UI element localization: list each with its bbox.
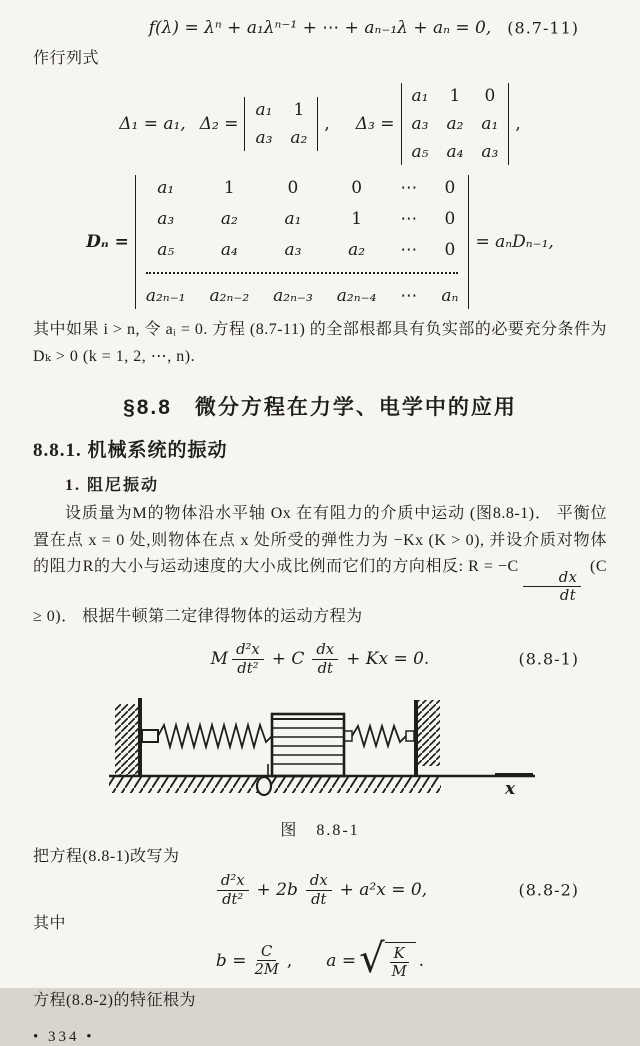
left-wall <box>115 698 158 776</box>
matrix-cell: 1 <box>449 85 461 106</box>
delta3-determinant <box>401 83 510 165</box>
mass-block <box>272 714 344 776</box>
origin-label-circle <box>257 777 271 795</box>
delta2-separator: , <box>324 113 330 134</box>
fraction-d2x-dt2 <box>232 642 264 676</box>
inline-fraction-dx-dt <box>523 570 582 604</box>
fraction-numerator: d²x <box>232 642 264 659</box>
hurwitz-condition-paragraph: 其中如果 i > n, 令 aᵢ = 0. 方程 (8.7-11) 的全部根都具有负实部的必要充分条件为 Dₖ > 0 (k = 1, 2, ⋯, n). <box>33 320 607 365</box>
matrix-cell: 0 <box>444 239 456 260</box>
matrix-cell: ⋯ <box>400 208 418 229</box>
origin-marker <box>257 764 271 795</box>
matrix-cell: a₂ <box>348 239 366 260</box>
matrix-cell: a₂ₙ₋₄ <box>336 285 377 306</box>
fraction-dx-dt <box>306 873 332 907</box>
equation-8-8-1-number: (8.8-1) <box>518 649 579 669</box>
delta1-expression: Δ₁ = a₁, <box>119 113 186 134</box>
matrix-cell: 1 <box>351 208 363 229</box>
x-axis-label: x <box>505 779 516 800</box>
matrix-cell: a₃ <box>157 208 175 229</box>
paragraph-text: 设质量为M的物体沿水平轴 Ox 在有阻力的介质中运动 (图8.8-1)． 平衡位置在点 x = 0 处,则物体在点 x 处所受的弹性力为 −Kx (K > 0), 并设介质对物体的阻力R的大小与运动速度的大小成比例而它们的方向相反: R = −C <box>33 504 607 576</box>
fraction-denominator: 2M <box>254 961 279 979</box>
determinant-intro-text: 作行列式 <box>33 50 100 67</box>
coefficient-definitions <box>33 936 607 983</box>
fraction-dx-dt <box>312 642 338 676</box>
fraction-denominator: dt² <box>222 890 244 908</box>
fraction-k-m <box>388 946 411 980</box>
radical-sign: √ <box>359 936 385 983</box>
left-spring <box>158 725 272 747</box>
ground <box>109 775 535 793</box>
eq-term: + C <box>271 649 305 670</box>
fraction-denominator: dt <box>559 587 577 605</box>
matrix-cell: a₅ <box>157 239 175 260</box>
matrix-cell: 1 <box>223 177 235 198</box>
delta3-separator: , <box>515 113 521 134</box>
fraction-d2x-dt2 <box>217 873 249 907</box>
dn-determinant <box>135 175 470 309</box>
matrix-cell: 0 <box>287 177 299 198</box>
matrix-cell: 0 <box>444 208 456 229</box>
matrix-cell: a₂ <box>220 208 238 229</box>
dn-determinant-line <box>33 175 607 309</box>
figure-8-8-1 <box>33 690 607 840</box>
delta3-lhs: Δ₃ = <box>355 113 395 134</box>
where-label: 其中 <box>33 915 67 933</box>
paragraph-text: (C ≥ 0)． 根据牛顿第二定律得物体的运动方程为 <box>33 558 607 625</box>
eq-term: + 2b <box>256 880 298 901</box>
equation-8-8-2-number: (8.8-2) <box>518 880 579 900</box>
equation-8-7-11 <box>33 18 607 38</box>
dn-lhs: Dₙ = <box>86 231 129 252</box>
matrix-cell: a₃ <box>284 239 302 260</box>
b-lhs: b = <box>215 950 247 971</box>
matrix-cell: a₂ₙ₋₂ <box>209 285 250 306</box>
matrix-cell: 0 <box>444 177 456 198</box>
delta2-lhs: Δ₂ = <box>199 113 239 134</box>
figure-caption: 图 8.8-1 <box>280 822 360 840</box>
fraction-numerator: d²x <box>217 873 249 890</box>
matrix-cell: a₃ <box>411 113 429 134</box>
fraction-denominator: M <box>391 963 407 981</box>
matrix-cell: a₅ <box>411 141 429 162</box>
matrix-cell: a₃ <box>255 127 273 148</box>
equation-8-8-2 <box>33 873 607 907</box>
matrix-cell: ⋯ <box>400 239 418 260</box>
a-lhs: a = <box>326 950 357 971</box>
matrix-cell: 1 <box>293 99 305 120</box>
matrix-cell: 0 <box>351 177 363 198</box>
page-number: • 334 • <box>33 1028 95 1045</box>
matrix-cell: ⋯ <box>400 177 418 198</box>
matrix-cell: ⋯ <box>400 285 418 306</box>
fraction-denominator: dt <box>317 659 333 677</box>
delta-determinants-line <box>33 83 607 165</box>
radicand <box>385 942 416 980</box>
fraction-denominator: dt <box>311 890 327 908</box>
right-wall <box>416 700 440 776</box>
matrix-cell: a₃ <box>481 141 499 162</box>
delta2-determinant <box>244 97 318 151</box>
fraction-numerator: dx <box>523 570 582 587</box>
right-spring <box>344 726 414 746</box>
characteristic-roots-paragraph: 方程(8.8-2)的特征根为 <box>33 991 196 1009</box>
subsection-heading: 8.8.1. 机械系统的振动 <box>33 439 228 461</box>
equation-8-7-11-body: f(λ) = λⁿ + a₁λⁿ⁻¹ + ⋯ + aₙ₋₁λ + aₙ = 0, <box>148 18 492 38</box>
section-heading: §8.8 微分方程在力学、电学中的应用 <box>123 395 517 419</box>
equation-8-8-1 <box>33 642 607 676</box>
eq-term: + a²x = 0, <box>339 880 428 901</box>
matrix-ellipsis-row <box>146 272 459 274</box>
matrix-cell: a₂ₙ₋₁ <box>145 285 186 306</box>
matrix-cell: a₁ <box>255 99 273 120</box>
end-period: . <box>418 950 425 971</box>
matrix-cell: a₁ <box>284 208 302 229</box>
fraction-c-2m <box>250 944 282 978</box>
fraction-numerator: C <box>257 944 276 961</box>
matrix-cell: a₂ <box>290 127 308 148</box>
separator-comma: , <box>286 950 293 971</box>
matrix-cell: 0 <box>484 85 496 106</box>
fraction-denominator: dt² <box>237 659 259 677</box>
damped-vibration-paragraph <box>33 501 607 631</box>
matrix-cell: a₄ <box>446 141 464 162</box>
fraction-numerator: dx <box>312 642 338 659</box>
square-root <box>359 936 416 983</box>
rewrite-paragraph: 把方程(8.8-1)改写为 <box>33 848 180 866</box>
eq-term: + Kx = 0. <box>346 649 430 670</box>
fraction-numerator: dx <box>306 873 332 890</box>
matrix-cell: a₁ <box>157 177 175 198</box>
matrix-cell: a₁ <box>481 113 499 134</box>
eq-term: M <box>210 649 229 670</box>
matrix-cell: a₂ₙ₋₃ <box>273 285 313 306</box>
dn-rhs: = aₙDₙ₋₁, <box>475 231 554 252</box>
spring-mass-figure <box>107 690 547 802</box>
equation-8-7-11-number: (8.7-11) <box>507 18 579 38</box>
item-heading: 1. 阻尼振动 <box>65 476 160 494</box>
matrix-cell: a₂ <box>446 113 464 134</box>
matrix-cell: aₙ <box>441 285 459 306</box>
fraction-numerator: K <box>390 946 409 963</box>
matrix-cell: a₁ <box>411 85 429 106</box>
matrix-cell: a₄ <box>220 239 238 260</box>
